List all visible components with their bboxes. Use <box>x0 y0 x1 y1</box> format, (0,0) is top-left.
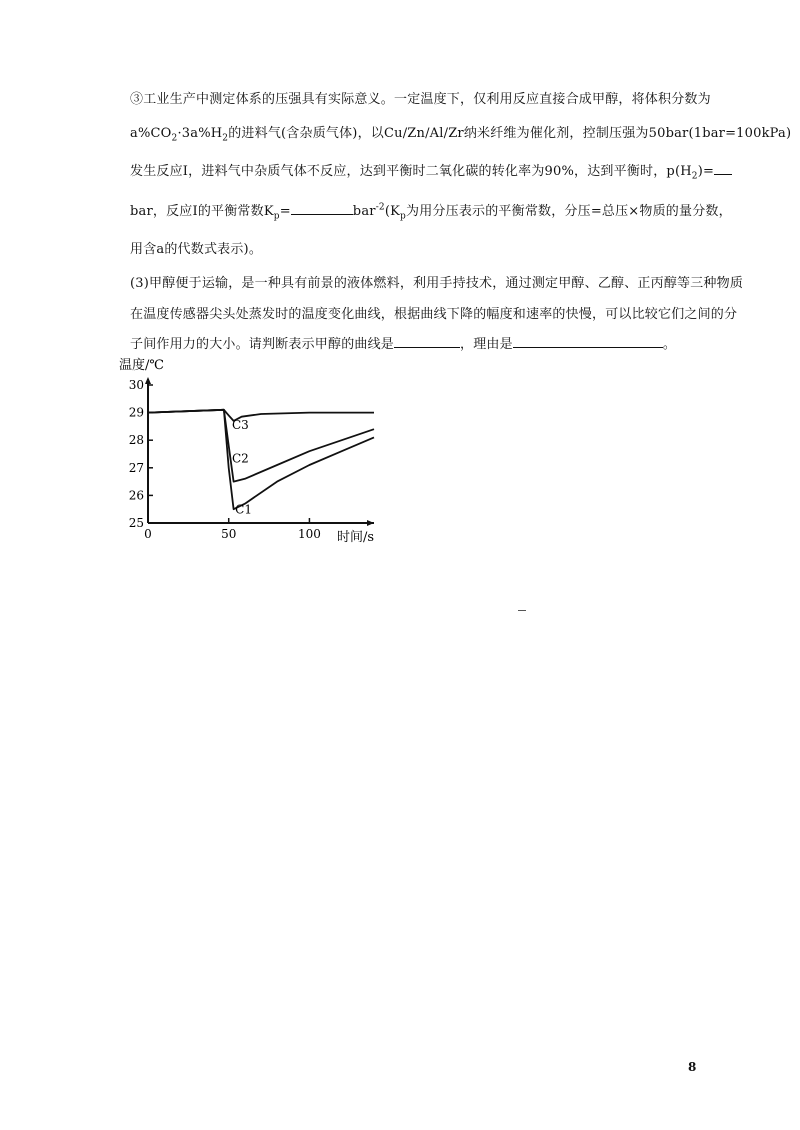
p1-line-5: 用含a的代数式表示)。 <box>130 242 263 257</box>
curve-label-c3: C3 <box>231 418 249 433</box>
y-axis-arrow <box>145 377 151 384</box>
y-tick-label: 28 <box>128 433 144 448</box>
curve-c2 <box>148 410 374 482</box>
y-tick-label: 30 <box>128 378 144 392</box>
x-tick-label: 0 <box>144 527 152 541</box>
p2-line-1: (3)甲醇便于运输，是一种具有前景的液体燃料，利用手持技术，通过测定甲醇、乙醇、正丙醇等三种物质 <box>130 276 744 291</box>
temperature-chart <box>115 355 385 555</box>
answer-blank-curve[interactable] <box>394 335 460 348</box>
y-tick-label: 27 <box>128 460 144 475</box>
stray-mark <box>518 610 526 611</box>
curve-label-c2: C2 <box>231 451 249 466</box>
p2-line-2: 在温度传感器尖头处蒸发时的温度变化曲线，根据曲线下降的幅度和速率的快慢，可以比较它们之间的分 <box>130 307 738 322</box>
x-axis-label: 时间/s <box>337 530 375 545</box>
p1-line-2: $a\%CO_2\cdot 3a\%H_2$的进料气(含杂质气体)，以Cu/Zn/Al/Zr纳米纤维为催化剂，控制压强为50bar(1bar=100kPa) <box>130 126 792 144</box>
curve-label-c1: C1 <box>235 502 252 517</box>
curve-c1 <box>148 410 374 509</box>
y-tick-label: 29 <box>128 405 144 420</box>
x-axis-arrow <box>367 520 374 526</box>
answer-blank-kp[interactable] <box>291 202 353 215</box>
y-tick-label: 26 <box>128 488 144 503</box>
p1-line-3: 发生反应Ⅰ，进料气中杂质气体不反应，达到平衡时二氧化碳的转化率为90%，达到平衡时，$p(H_2)=$ <box>130 160 732 182</box>
y-axis-label: 温度/℃ <box>119 358 164 373</box>
page-number: 8 <box>688 1060 697 1074</box>
y-tick-label: 25 <box>128 516 144 530</box>
answer-blank-reason[interactable] <box>513 335 663 348</box>
p1-line-4: bar，反应Ⅰ的平衡常数$K_p= bar^{-2}(K_p$为用分压表示的平衡常数，分压=总压×物质的量分数， <box>130 202 732 222</box>
answer-blank-pH2[interactable] <box>714 162 732 175</box>
p1-line-1: ③工业生产中测定体系的压强具有实际意义。一定温度下，仅利用反应直接合成甲醇，将体积分数为 <box>130 92 711 107</box>
x-tick-label: 100 <box>297 527 321 541</box>
x-tick-label: 50 <box>221 527 237 541</box>
p2-line-3: 子间作用力的大小。请判断表示甲醇的曲线是 ，理由是 。 <box>130 337 677 352</box>
